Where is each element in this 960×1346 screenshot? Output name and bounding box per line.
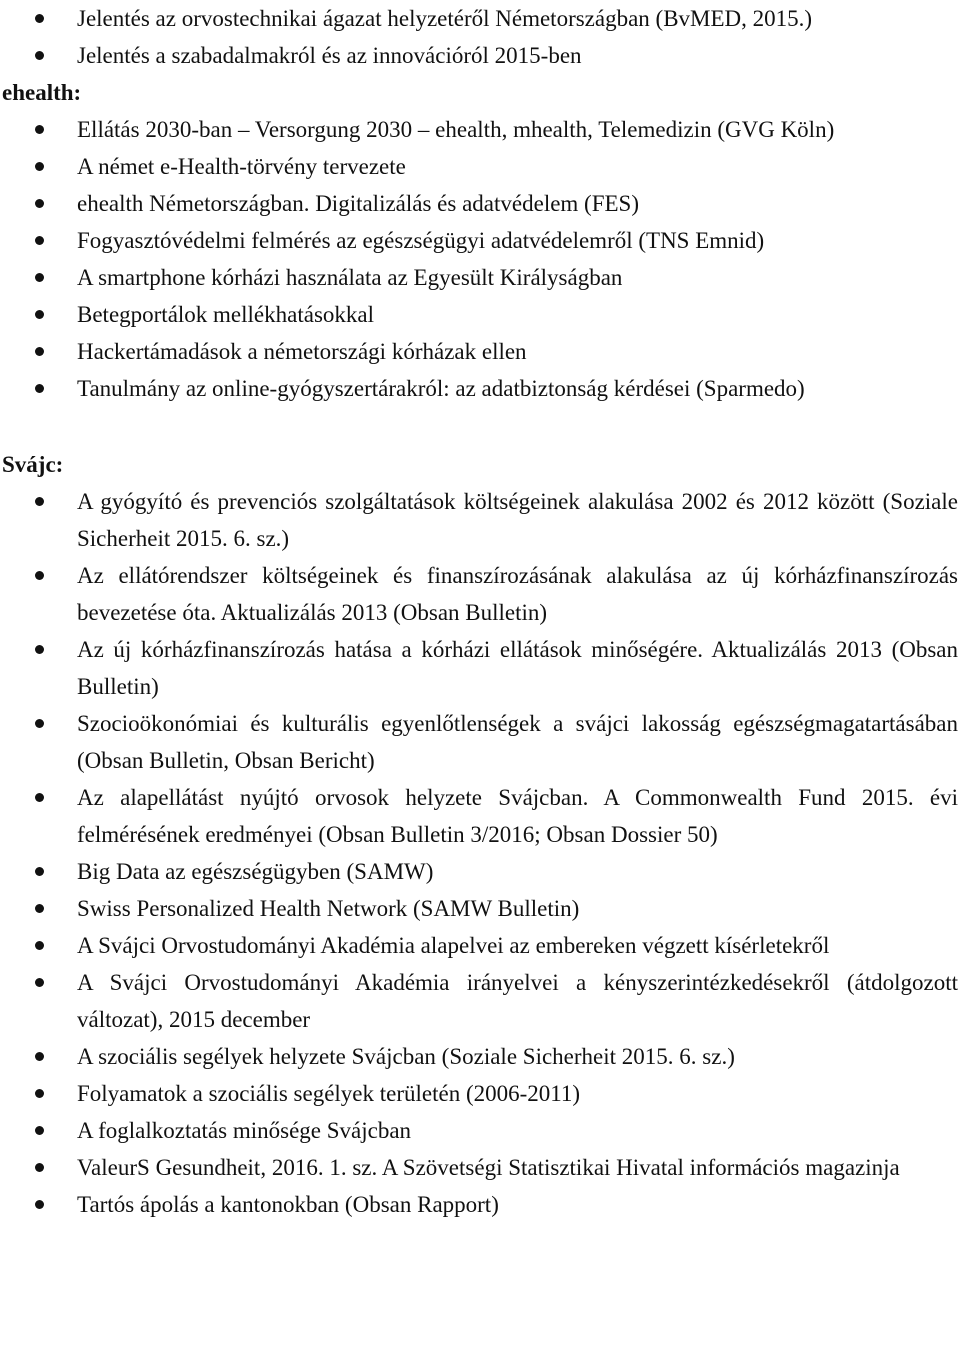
bullet-icon xyxy=(35,273,44,282)
list-item: Jelentés az orvostechnikai ágazat helyzetéről Németországban (BvMED, 2015.) xyxy=(0,0,960,37)
list-item: Az alapellátást nyújtó orvosok helyzete Svájcban. A Commonwealth Fund 2015. évi felmérésének eredményei (Obsan Bulletin 3/2016; Obsan Dossier 50) xyxy=(0,779,960,853)
bullet-icon xyxy=(35,347,44,356)
list-item: A Svájci Orvostudományi Akadémia irányelvei a kényszerintézkedésekről (átdolgozott változat), 2015 december xyxy=(0,964,960,1038)
list-item: Az ellátórendszer költségeinek és finanszírozásának alakulása az új kórházfinanszírozás bevezetése óta. Aktualizálás 2013 (Obsan Bulletin) xyxy=(0,557,960,631)
bullet-icon xyxy=(35,719,44,728)
list-item: A smartphone kórházi használata az Egyesült Királyságban xyxy=(0,259,960,296)
list-item: Az új kórházfinanszírozás hatása a kórházi ellátások minőségére. Aktualizálás 2013 (Obsan Bulletin) xyxy=(0,631,960,705)
bullet-icon xyxy=(35,793,44,802)
list-item: Tanulmány az online-gyógyszertárakról: az adatbiztonság kérdései (Sparmedo) xyxy=(0,370,960,407)
list-item: Ellátás 2030-ban – Versorgung 2030 – ehealth, mhealth, Telemedizin (GVG Köln) xyxy=(0,111,960,148)
bullet-icon xyxy=(35,199,44,208)
bullet-icon xyxy=(35,14,44,23)
section-heading-switzerland: Svájc: xyxy=(2,452,64,477)
bullet-icon xyxy=(35,1089,44,1098)
bullet-list-germany-reports xyxy=(0,0,960,74)
bullet-icon xyxy=(35,310,44,319)
list-item: A foglalkoztatás minősége Svájcban xyxy=(0,1112,960,1149)
list-item: Big Data az egészségügyben (SAMW) xyxy=(0,853,960,890)
section-spacer xyxy=(0,407,960,446)
bullet-icon xyxy=(35,867,44,876)
list-item: ehealth Németországban. Digitalizálás és adatvédelem (FES) xyxy=(0,185,960,222)
list-item: A német e-Health-törvény tervezete xyxy=(0,148,960,185)
bullet-icon xyxy=(35,125,44,134)
bullet-icon xyxy=(35,1126,44,1135)
list-item: A gyógyító és prevenciós szolgáltatások költségeinek alakulása 2002 és 2012 között (Soziale Sicherheit 2015. 6. sz.) xyxy=(0,483,960,557)
bullet-icon xyxy=(35,1200,44,1209)
bullet-icon xyxy=(35,384,44,393)
bullet-icon xyxy=(35,941,44,950)
bullet-list-switzerland xyxy=(0,483,960,1223)
bullet-icon xyxy=(35,645,44,654)
list-item: A szociális segélyek helyzete Svájcban (Soziale Sicherheit 2015. 6. sz.) xyxy=(0,1038,960,1075)
list-item: Swiss Personalized Health Network (SAMW Bulletin) xyxy=(0,890,960,927)
bullet-list-ehealth xyxy=(0,111,960,407)
list-item: Folyamatok a szociális segélyek területén (2006-2011) xyxy=(0,1075,960,1112)
section-heading-ehealth: ehealth: xyxy=(2,80,82,105)
bullet-icon xyxy=(35,162,44,171)
list-item: Szocioökonómiai és kulturális egyenlőtlenségek a svájci lakosság egészségmagatartásában (Obsan Bulletin, Obsan Bericht) xyxy=(0,705,960,779)
list-item: Jelentés a szabadalmakról és az innovációról 2015-ben xyxy=(0,37,960,74)
bullet-icon xyxy=(35,571,44,580)
bullet-icon xyxy=(35,904,44,913)
list-item: Betegportálok mellékhatásokkal xyxy=(0,296,960,333)
list-item: Tartós ápolás a kantonokban (Obsan Rapport) xyxy=(0,1186,960,1223)
bullet-icon xyxy=(35,497,44,506)
bullet-icon xyxy=(35,978,44,987)
list-item: Hackertámadások a németországi kórházak ellen xyxy=(0,333,960,370)
list-item: A Svájci Orvostudományi Akadémia alapelvei az embereken végzett kísérletekről xyxy=(0,927,960,964)
list-item: Fogyasztóvédelmi felmérés az egészségügyi adatvédelemről (TNS Emnid) xyxy=(0,222,960,259)
bullet-icon xyxy=(35,1163,44,1172)
bullet-icon xyxy=(35,236,44,245)
list-item: ValeurS Gesundheit, 2016. 1. sz. A Szövetségi Statisztikai Hivatal információs magazinja xyxy=(0,1149,960,1186)
bullet-icon xyxy=(35,51,44,60)
bullet-icon xyxy=(35,1052,44,1061)
